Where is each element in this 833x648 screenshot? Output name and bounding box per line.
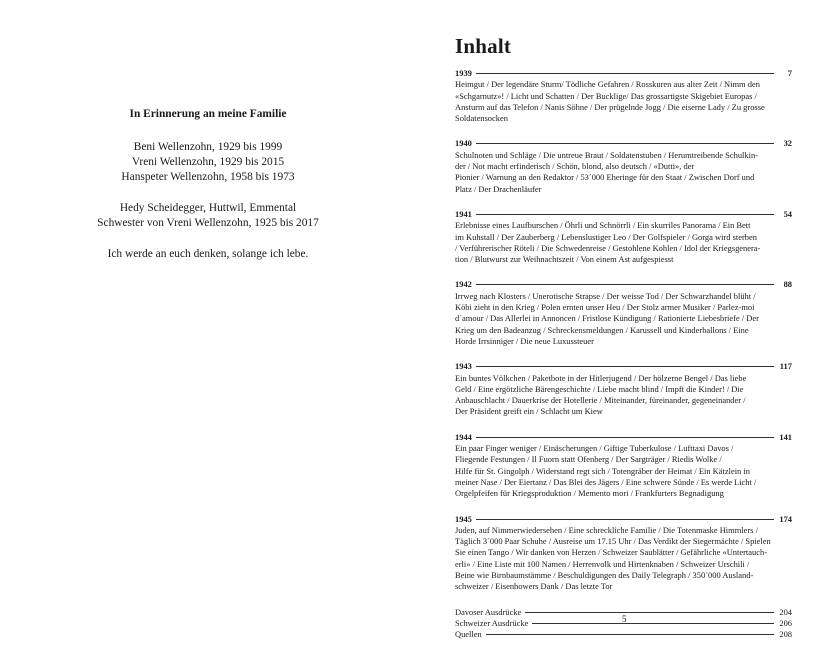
dedication-heading: In Erinnerung an meine Familie bbox=[129, 108, 287, 120]
chapter-line: Orgelpfeifen für Kriegsproduktion / Memento mori / Frankfurters Begnadigung bbox=[455, 488, 724, 499]
chapter-line: Ein buntes Völkchen / Paketbote in der Hitlerjugend / Der hölzerne Bengel / Das liebe bbox=[455, 372, 747, 383]
section-page-number: 7 bbox=[787, 68, 792, 78]
chapter-line: Horde Irrsinniger / Die neue Luxussteuer bbox=[455, 335, 594, 346]
toc-section-heading bbox=[455, 209, 792, 220]
leader-rule bbox=[476, 284, 774, 285]
section-page-number: 174 bbox=[779, 513, 792, 524]
leader-rule bbox=[525, 612, 774, 613]
leader-rule bbox=[532, 623, 774, 624]
section-page-number: 117 bbox=[779, 361, 792, 372]
section-page-number: 32 bbox=[783, 138, 792, 149]
appendix-page-number: 204 bbox=[779, 606, 792, 617]
chapter-line: d´amour / Das Allerlei in Annoncen / Fristlose Kündigung / Rationierte Liebesbriefe / Der bbox=[455, 313, 759, 324]
chapter-line: Ein paar Finger weniger / Einäscherungen / Giftige Tuberkulose / Lufttaxi Davos / bbox=[455, 443, 734, 454]
toc-section bbox=[455, 68, 792, 124]
chapter-line: Sie einen Tango / Wir danken von Herzen / Schweizer Saublätter / Gefährliche «Untertauch- bbox=[455, 547, 768, 558]
toc-section-heading bbox=[455, 279, 792, 290]
toc-section bbox=[455, 432, 792, 500]
relative-line: Hedy Scheidegger, Huttwil, Emmental bbox=[119, 202, 297, 214]
section-chapters bbox=[455, 443, 792, 499]
leader-rule bbox=[476, 366, 774, 367]
appendix-label: Schweizer Ausdrücke bbox=[455, 617, 529, 628]
toc-section bbox=[455, 209, 792, 265]
section-page-number: 88 bbox=[783, 279, 792, 290]
chapter-line: tion / Blutwurst zur Weihnachtszeit / Von einem Ast aufgespiesst bbox=[455, 254, 674, 265]
section-chapters bbox=[455, 291, 792, 347]
toc-section bbox=[455, 361, 792, 417]
appendix-label: Quellen bbox=[455, 629, 482, 640]
chapter-line: im Kuhstall / Der Zauberberg / Lebenslustiger Leo / Der Golfspieler / Gorga wird sterben bbox=[455, 231, 757, 242]
family-member: Hanspeter Wellenzohn, 1958 bis 1973 bbox=[121, 171, 295, 183]
appendix-page-number: 208 bbox=[779, 629, 792, 640]
chapter-line: Geld / Eine ergötzliche Bärengeschichte / Liebe macht blind / Impft die Kinder! / Die bbox=[455, 383, 744, 394]
toc-section-heading bbox=[455, 68, 792, 79]
appendix-page-number: 206 bbox=[779, 617, 792, 628]
section-chapters bbox=[455, 220, 792, 265]
leader-rule bbox=[476, 214, 774, 215]
relative-list bbox=[0, 201, 416, 231]
chapter-line: Platz / Der Drachenläufer bbox=[455, 183, 542, 194]
chapter-line: Schulnoten und Schläge / Die untreue Braut / Soldatenstuben / Herumtreibende Schulkin- bbox=[455, 149, 758, 160]
chapter-line: Heimgut / Der legendäre Sturm/ Tödliche Gefahren / Rosskuren aus alter Zeit / Nimm den bbox=[455, 79, 760, 90]
chapter-line: Erlebnisse eines Laufburschen / Öhrli und Schnörrli / Ein skurriles Panorama / Ein Bett bbox=[455, 220, 751, 231]
chapter-line: Juden, auf Nimmerwiedersehen / Eine schreckliche Familie / Die Totenmaske Himmlers / bbox=[455, 524, 758, 535]
chapter-line: Der Präsident greift ein / Schlacht um Kiew bbox=[455, 406, 603, 417]
section-chapters bbox=[455, 79, 792, 124]
section-year: 1942 bbox=[455, 279, 472, 290]
section-year: 1939 bbox=[455, 68, 472, 78]
leader-rule bbox=[476, 143, 774, 144]
chapter-line: Ansturm auf das Telefon / Nanis Söhne / Der prügelnde Jogg / Die eiserne Lady / Zu grosse bbox=[455, 101, 765, 112]
chapter-line: Beine wie Birnbaumstämme / Beschuldigungen des Daily Telegraph / 350´000 Ausland- bbox=[455, 569, 754, 580]
appendix-entry bbox=[455, 629, 792, 640]
chapter-line: / Verführerischer Röteli / Die Schwedenreise / Gestohlene Kohlen / Idol der Kriegsgenera- bbox=[455, 242, 761, 253]
section-chapters bbox=[455, 525, 792, 593]
chapter-line: erli» / Eine Liste mit 100 Namen / Herrenvolk und Hirtenknaben / Schweizer Urschili / bbox=[455, 558, 750, 569]
leader-rule bbox=[476, 519, 774, 520]
chapter-line: Irrweg nach Klosters / Unerotische Strapse / Der weisse Tod / Der Schwarzhandel blüht / bbox=[455, 290, 756, 301]
left-page bbox=[0, 0, 416, 648]
dedication bbox=[0, 107, 416, 262]
toc-section bbox=[455, 138, 792, 194]
dedication-closing: Ich werde an euch denken, solange ich lebe. bbox=[107, 248, 309, 260]
section-year: 1940 bbox=[455, 138, 472, 149]
section-chapters bbox=[455, 150, 792, 195]
section-year: 1945 bbox=[455, 513, 472, 524]
appendix-label: Davoser Ausdrücke bbox=[455, 606, 522, 617]
toc-section-heading bbox=[455, 432, 792, 443]
table-of-contents bbox=[455, 68, 792, 640]
chapter-line: Hilfe für St. Gingolph / Widerstand regt sich / Totengräber der Heimat / Ein Kätzlein in bbox=[455, 465, 750, 476]
leader-rule bbox=[476, 437, 774, 438]
chapter-line: Anbauschlacht / Dauerkrise der Hotellerie / Miteinander, füreinander, gegeneinander / bbox=[455, 395, 746, 406]
chapter-line: Pionier / Warnung an den Redaktor / 53´000 Eheringe für den Staat / Zwischen Dorf und bbox=[455, 172, 755, 183]
page-number: 5 bbox=[622, 614, 627, 624]
chapter-line: meiner Nase / Der Eiertanz / Das Blei des Jägers / Eine schwere Sünde / Es werde Licht / bbox=[455, 476, 757, 487]
family-list bbox=[0, 140, 416, 185]
family-member: Beni Wellenzohn, 1929 bis 1999 bbox=[133, 141, 283, 153]
toc-section bbox=[455, 279, 792, 347]
relative-line: Schwester von Vreni Wellenzohn, 1925 bis 2017 bbox=[97, 217, 319, 229]
section-year: 1943 bbox=[455, 361, 472, 372]
toc-section-heading bbox=[455, 361, 792, 372]
chapter-line: Fliegende Festungen / Il Fuorn statt Ofenberg / Der Sargträger / Riedis Wolke / bbox=[455, 454, 722, 465]
chapter-line: Soldatensocken bbox=[455, 113, 508, 124]
chapter-line: Krieg um den Badeanzug / Schreckensmeldungen / Karussell und Kinderballons / Eine bbox=[455, 324, 749, 335]
toc-section-heading bbox=[455, 514, 792, 525]
chapter-line: der / Not macht erfinderisch / Schön, blond, also deutsch / «Dutti», der bbox=[455, 161, 695, 172]
section-year: 1944 bbox=[455, 431, 472, 442]
chapter-line: Täglich 3´000 Paar Schuhe / Ausreise um 17.15 Uhr / Das Verdikt der Siegermächte / Spielen bbox=[455, 536, 771, 547]
section-year: 1941 bbox=[455, 208, 472, 219]
chapter-line: Köbi zieht in den Krieg / Polen ernten unser Heu / Der Stolz armer Musiker / Parlez-moi bbox=[455, 302, 755, 313]
leader-rule bbox=[486, 634, 774, 635]
chapter-line: schweizer / Eisenhowers Dank / Das letzte Tor bbox=[455, 581, 613, 592]
toc-section bbox=[455, 514, 792, 593]
family-member: Vreni Wellenzohn, 1929 bis 2015 bbox=[131, 156, 285, 168]
leader-rule bbox=[476, 73, 774, 74]
toc-title: Inhalt bbox=[455, 34, 512, 58]
toc-section-heading bbox=[455, 138, 792, 149]
section-page-number: 54 bbox=[783, 208, 792, 219]
section-page-number: 141 bbox=[779, 431, 792, 442]
section-chapters bbox=[455, 373, 792, 418]
chapter-line: «Schgarnutz»! / Licht und Schatten / Der Bucklige/ Das grossartigste Skigebiet Europas / bbox=[455, 90, 757, 101]
